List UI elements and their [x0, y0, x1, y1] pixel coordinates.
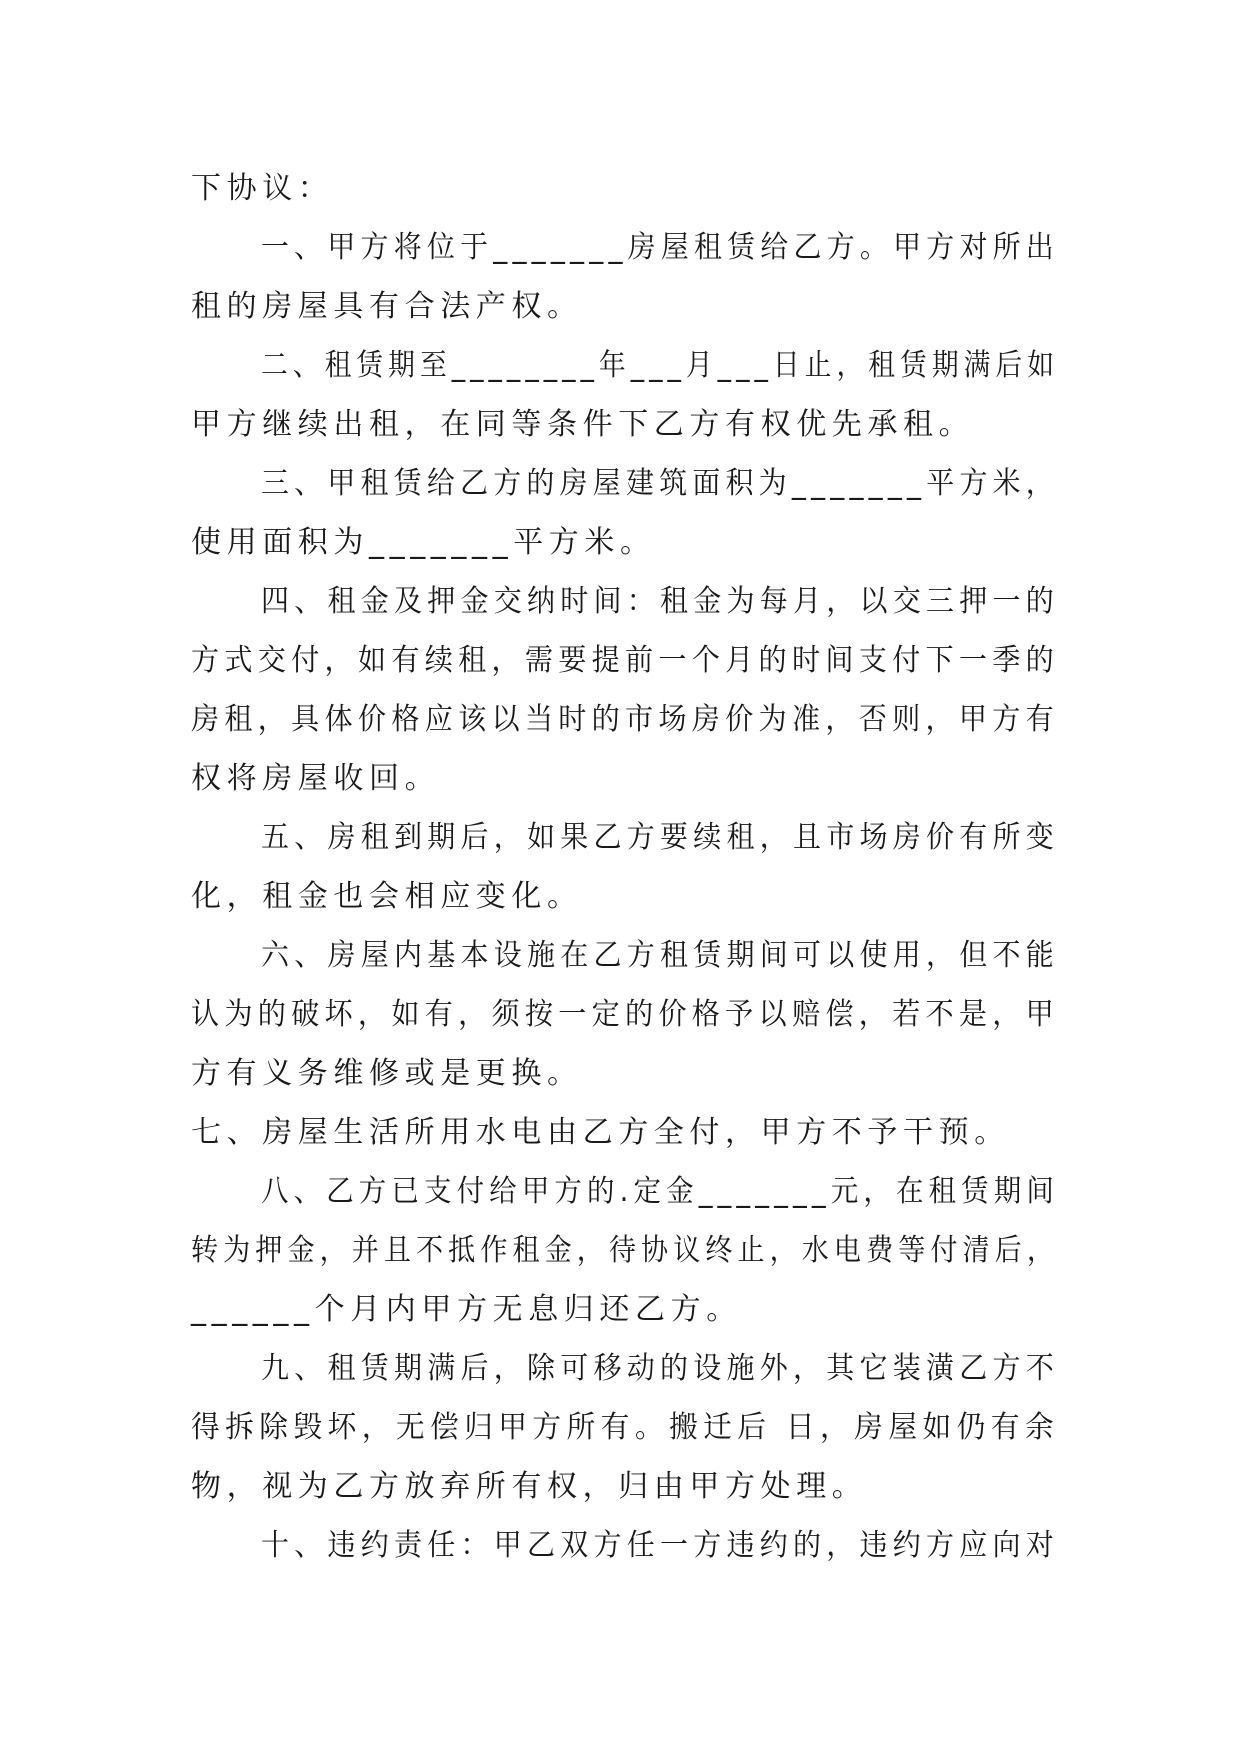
text-line: 一、甲方将位于_______房屋租赁给乙方。甲方对所出 — [261, 230, 1059, 265]
text-line: 得拆除毁坏，无偿归甲方所有。搬迁后 日，房屋如仍有余 — [191, 1410, 1060, 1445]
text-line: 九、租赁期满后，除可移动的设施外，其它装潢乙方不 — [261, 1351, 1060, 1386]
document-body — [191, 159, 1059, 1575]
text-line: 方有义务维修或是更换。 — [191, 1056, 583, 1091]
text-line: 化，租金也会相应变化。 — [191, 879, 583, 914]
text-line: 物，视为乙方放弃所有权，归由甲方处理。 — [191, 1469, 868, 1504]
text-line: 认为的破坏，如有，须按一定的价格予以赔偿，若不是，甲 — [191, 997, 1060, 1032]
text-line: 甲方继续出租，在同等条件下乙方有权优先承租。 — [191, 407, 975, 442]
text-line: 五、房租到期后，如果乙方要续租，且市场房价有所变 — [261, 820, 1060, 855]
text-line: 八、乙方已支付给甲方的.定金_______元，在租赁期间 — [261, 1174, 1059, 1209]
text-line: 使用面积为_______平方米。 — [191, 525, 656, 560]
text-line: 三、甲租赁给乙方的房屋建筑面积为_______平方米， — [261, 466, 1059, 501]
text-line: 房租，具体价格应该以当时的市场房价为准，否则，甲方有 — [191, 702, 1060, 737]
text-line: 四、租金及押金交纳时间：租金为每月，以交三押一的 — [261, 584, 1060, 619]
text-line: 六、房屋内基本设施在乙方租赁期间可以使用，但不能 — [261, 938, 1060, 973]
text-line: 权将房屋收回。 — [191, 761, 441, 796]
text-line: 十、违约责任：甲乙双方任一方违约的，违约方应向对 — [261, 1528, 1060, 1563]
text-line: 七、房屋生活所用水电由乙方全付，甲方不予干预。 — [191, 1115, 1010, 1150]
text-line: 转为押金，并且不抵作租金，待协议终止，水电费等付清后， — [191, 1233, 1059, 1268]
text-line: 二、租赁期至________年___月___日止，租赁期满后如 — [261, 348, 1059, 383]
text-line: ______个月内甲方无息归还乙方。 — [191, 1292, 742, 1327]
text-line: 方式交付，如有续租，需要提前一个月的时间支付下一季的 — [191, 643, 1060, 678]
text-line: 租的房屋具有合法产权。 — [191, 289, 583, 324]
text-line: 下协议： — [191, 171, 334, 206]
